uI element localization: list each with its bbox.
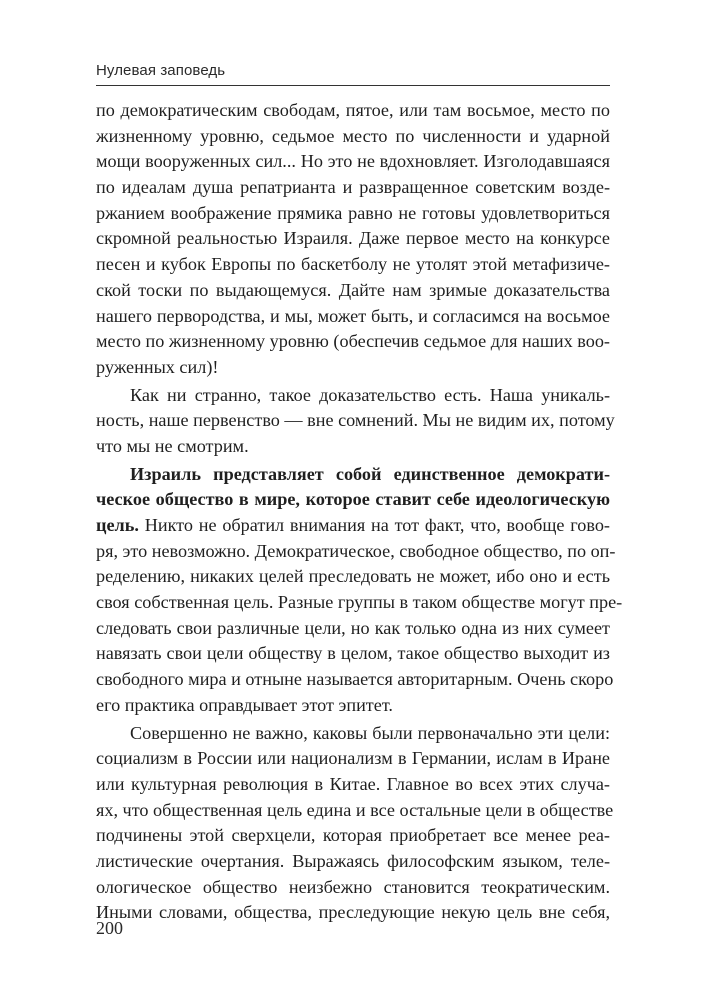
text-line: ря, это невозможно. Демократическое, свободное общество, по оп-: [96, 540, 616, 561]
text-line: руженных сил)!: [96, 356, 219, 377]
text-line: Иными словами, общества, преследующие некую цель вне себя,: [96, 902, 610, 923]
text-line: следовать свои различные цели, но как только одна из них сумеет: [96, 617, 610, 638]
running-head: Нулевая заповедь: [96, 62, 226, 79]
mixed-text-line: [96, 513, 610, 539]
text-line: Как ни странно, такое доказательство есть. Наша уникаль-: [130, 384, 610, 405]
text-line: по демократическим свободам, пятое, или там восьмое, место по: [96, 100, 610, 120]
text-line: или культурная революция в Китае. Главное во всех этих случа-: [96, 773, 610, 794]
paragraph-2: [96, 383, 615, 460]
bold-text-line: Израиль представляет собой единственное демократи-: [130, 463, 610, 484]
text-line: по идеалам душа репатрианта и развращенное советским возде-: [96, 177, 610, 198]
text-line: что мы не смотрим.: [96, 435, 249, 456]
text-line: его практика оправдывает этот эпитет.: [96, 694, 393, 715]
paragraph-4: [96, 721, 614, 927]
text-line: песен и кубок Европы по баскетболу не утолят этой метафизиче-: [96, 254, 610, 275]
text-line: подчинены этой сверхцели, которая приобретает все менее реа-: [96, 825, 610, 846]
page-number: 200: [96, 918, 123, 938]
paragraph-3: [96, 462, 623, 719]
text-line: жизненному уровню, седьмое место по численности и ударной: [96, 125, 610, 146]
paragraph-1: [96, 98, 610, 381]
bold-text-line: ческое общество в мире, которое ставит себе идеологическую: [96, 489, 610, 510]
text-line: нашего первородства, и мы, может быть, и согласимся на восьмое: [96, 305, 610, 326]
text-line: навязать свои цели обществу в целом, такое общество выходит из: [96, 643, 610, 664]
text-line: ях, что общественная цель едина и все остальные цели в обществе: [96, 799, 614, 820]
text-line: ологическое общество неизбежно становится теократическим.: [96, 876, 610, 897]
page-body: [96, 98, 623, 926]
text-line: мощи вооруженных сил... Но это не вдохновляет. Изголодавшаяся: [96, 151, 610, 172]
text-line: ределению, никаких целей преследовать не может, ибо оно и есть: [96, 566, 610, 587]
header-rule: [96, 85, 610, 86]
text-line: ской тоски по выдающемуся. Дайте нам зримые доказательства: [96, 279, 610, 300]
text-line: ность, наше первенство — вне сомнений. Мы не видим их, потому: [96, 410, 615, 431]
text-line: ржанием воображение прямика равно не готовы удовлетвориться: [96, 202, 610, 223]
line-rest: Никто не обратил внимания на тот факт, что, вообще гово-: [138, 515, 610, 535]
text-line: социализм в России или национализм в Германии, ислам в Иране: [96, 748, 610, 769]
text-line: своя собственная цель. Разные группы в таком обществе могут пре-: [96, 592, 623, 613]
text-line: место по жизненному уровню (обеспечив седьмое для наших воо-: [96, 331, 610, 352]
text-line: листические очертания. Выражаясь философским языком, теле-: [96, 850, 610, 871]
text-line: скромной реальностью Израиля. Даже первое место на конкурсе: [96, 228, 610, 249]
text-line: свободного мира и отныне называется авторитарным. Очень скоро: [96, 669, 614, 690]
bold-lead: цель.: [96, 515, 139, 535]
text-line: Совершенно не важно, каковы были первоначально эти цели:: [130, 722, 610, 743]
